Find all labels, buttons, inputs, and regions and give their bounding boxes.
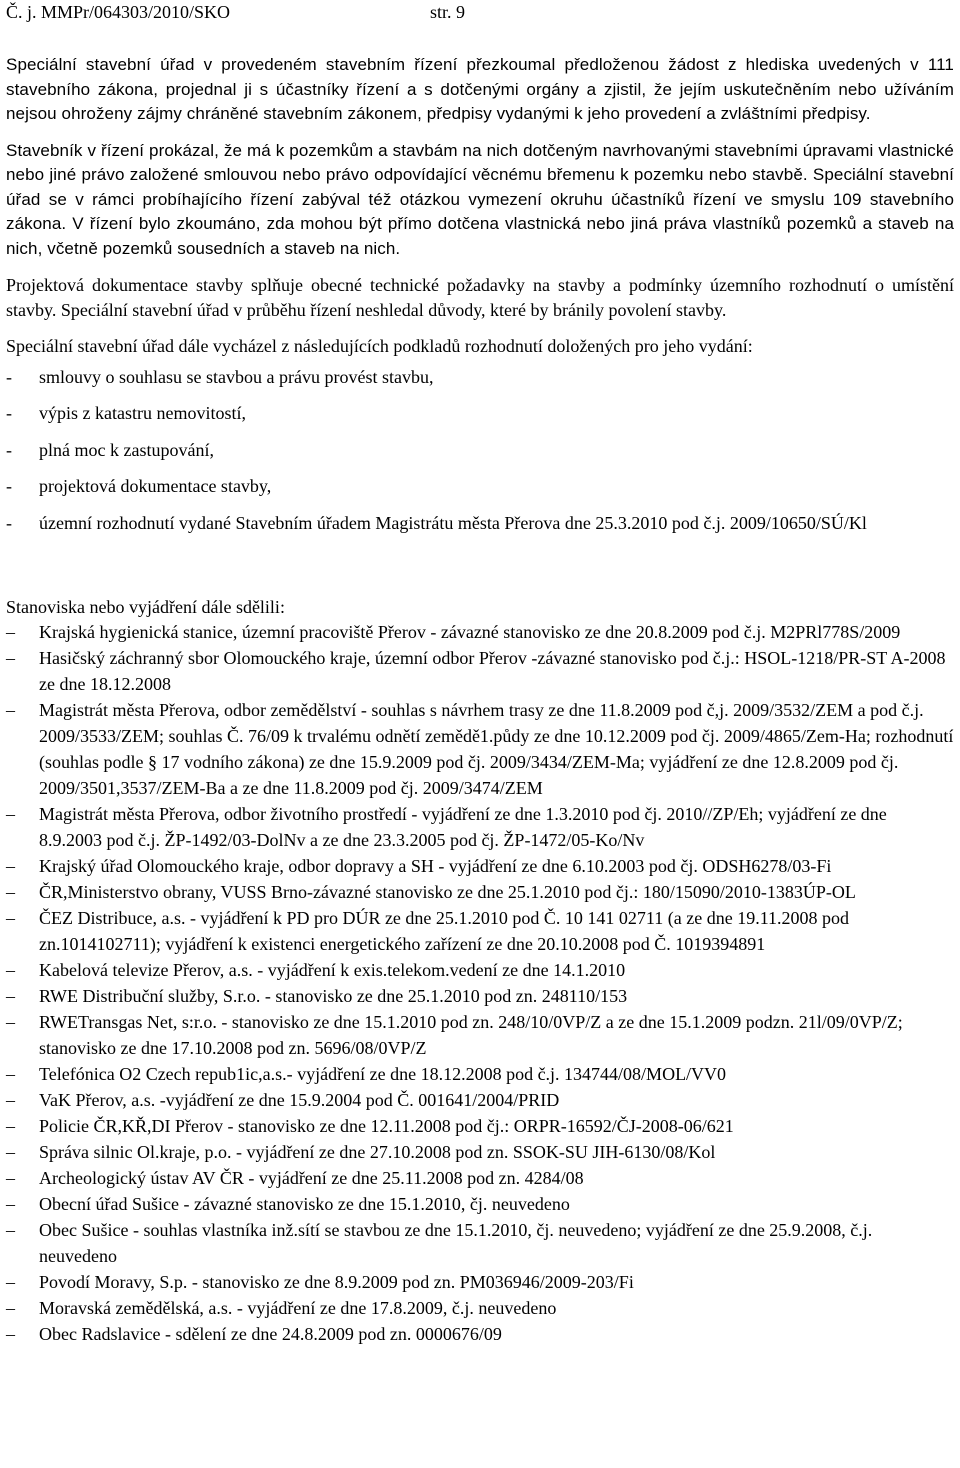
list-item bbox=[6, 645, 954, 697]
list-item-text: Obec Radslavice - sdělení ze dne 24.8.2009 pod zn. 0000676/09 bbox=[39, 1324, 502, 1344]
list-item bbox=[6, 957, 954, 983]
list-item bbox=[6, 1295, 954, 1321]
list-item bbox=[6, 1191, 954, 1217]
list-item bbox=[6, 401, 954, 426]
list-marker: – bbox=[6, 960, 15, 980]
list-item-text: Kabelová televize Přerov, a.s. - vyjádření k exis.telekom.vedení ze dne 14.1.2010 bbox=[39, 960, 626, 980]
list-item-text: RWE Distribuční služby, S.r.o. - stanovisko ze dne 25.1.2010 pod zn. 248110/153 bbox=[39, 986, 628, 1006]
list-item-text: Moravská zemědělská, a.s. - vyjádření ze dne 17.8.2009, č.j. neuvedeno bbox=[39, 1298, 557, 1318]
list-marker: – bbox=[6, 1194, 15, 1214]
list-marker: - bbox=[6, 476, 12, 496]
paragraph-review: Speciální stavební úřad v provedeném stavebním řízení přezkoumal předloženou žádost z hlediska uvedených v 111 stavebního zákona, projednal ji s účastníky řízení a s dotčenými orgány a zjistil, že jejím uskutečněním nebo užíváním nejsou ohroženy zájmy chráněné stavebním zákonem, předpisy vydanými k jeho provedení a zvláštními předpisy. bbox=[6, 55, 954, 123]
list-marker: - bbox=[6, 366, 12, 387]
list-item bbox=[6, 1061, 954, 1087]
list-item bbox=[6, 511, 954, 536]
list-item bbox=[6, 1321, 954, 1347]
list-marker: – bbox=[6, 1168, 15, 1188]
list-marker: – bbox=[6, 1220, 15, 1240]
list-marker: – bbox=[6, 1324, 15, 1344]
list-item bbox=[6, 438, 954, 463]
list-item-text: Magistrát města Přerova, odbor zemědělství - souhlas s návrhem trasy ze dne 11.8.2009 pod č,j. 2009/3532/ZEM a pod č.j. 2009/3533/ZEM; souhlas Č. 76/09 k trvalému odnětí zemědě1.půdy ze dne 10.12.2009 pod čj. 2009/4865/Zem-Ha; rozhodnutí (souhlas podle § 17 vodního zákona) ze dne 15.9.2009 pod čj. 2009/3434/ZEM-Ma; vyjádření ze dne 12.8.2009 pod čj. 2009/3501,3537/ZEM-Ba a ze dne 11.8.2009 pod čj. 2009/3474/ZEM bbox=[39, 700, 954, 798]
paragraph-ownership: Stavebník v řízení prokázal, že má k pozemkům a stavbám na nich dotčeným navrhovanými stavebními úpravami vlastnické nebo jiné právo založené smlouvou nebo právo odpovídající věcnému břemenu k pozemku nebo stavbě. Speciální stavební úřad se v rámci probíhajícího řízení zabýval též otázkou vymezení okruhu účastníků řízení ve smyslu 109 stavebního zákona. V řízení bylo zkoumáno, zda mohou být přímo dotčena vlastnická nebo jiná práva vlastníků pozemků a staveb na nich, včetně pozemků sousedních a staveb na nich. bbox=[6, 140, 954, 258]
list-marker: – bbox=[6, 700, 15, 720]
list-item-text: Telefónica O2 Czech repub1ic,a.s.- vyjádření ze dne 18.12.2008 pod č.j. 134744/08/MOL/VV0 bbox=[39, 1064, 727, 1084]
list-item-text: Krajský úřad Olomouckého kraje, odbor dopravy a SH - vyjádření ze dne 6.10.2003 pod čj. ODSH6278/03-Fi bbox=[39, 856, 832, 876]
list-item bbox=[6, 1217, 954, 1269]
list-marker: – bbox=[6, 908, 15, 928]
list-item bbox=[6, 474, 954, 499]
list-item bbox=[6, 983, 954, 1009]
list-item-text: Obec Sušice - souhlas vlastníka inž.sítí se stavbou ze dne 15.1.2010, čj. neuvedeno; vyjádření ze dne 25.9.2008, č.j. neuvedeno bbox=[39, 1220, 873, 1266]
list-item-text: RWETransgas Net, s:r.o. - stanovisko ze dne 15.1.2010 pod zn. 248/10/0VP/Z a ze dne 15.1.2009 podzn. 21l/09/0VP/Z; stanovisko ze dne 17.10.2008 pod zn. 5696/08/0VP/Z bbox=[39, 1012, 903, 1058]
list-marker: – bbox=[6, 856, 15, 876]
list-item-text: územní rozhodnutí vydané Stavebním úřadem Magistrátu města Přerova dne 25.3.2010 pod č.j. 2009/10650/SÚ/Kl bbox=[39, 512, 867, 533]
list-item bbox=[6, 365, 954, 390]
list-item bbox=[6, 1113, 954, 1139]
list-item-text: Krajská hygienická stanice, územní pracoviště Přerov - závazné stanovisko ze dne 20.8.2009 pod č.j. M2PRl778S/2009 bbox=[39, 622, 901, 642]
list-marker: – bbox=[6, 1090, 15, 1110]
list-marker: – bbox=[6, 1116, 15, 1136]
list-item bbox=[6, 1165, 954, 1191]
list-item-text: Magistrát města Přerova, odbor životního prostředí - vyjádření ze dne 1.3.2010 pod čj. 2010//ZP/Eh; vyjádření ze dne 8.9.2003 pod č.j. ŽP-1492/03-DolNv a ze dne 23.3.2005 pod čj. ŽP-1472/05-Ko/Nv bbox=[39, 804, 887, 850]
list-item-text: projektová dokumentace stavby, bbox=[39, 476, 272, 496]
list-item bbox=[6, 905, 954, 957]
page-number: str. 9 bbox=[430, 2, 466, 22]
list-marker: - bbox=[6, 439, 12, 460]
opinions-intro: Stanoviska nebo vyjádření dále sdělili: bbox=[6, 597, 285, 617]
list-marker: - bbox=[6, 403, 12, 423]
list-item bbox=[6, 801, 954, 853]
list-marker: – bbox=[6, 648, 15, 668]
list-item bbox=[6, 697, 954, 801]
reference-number: Č. j. MMPr/064303/2010/SKO bbox=[6, 2, 231, 22]
list-item-text: plná moc k zastupování, bbox=[39, 439, 214, 460]
list-marker: – bbox=[6, 1012, 15, 1032]
list-item-text: Správa silnic Ol.kraje, p.o. - vyjádření ze dne 27.10.2008 pod zn. SSOK-SU JIH-6130/08/Kol bbox=[39, 1142, 716, 1162]
list-item-text: VaK Přerov, a.s. -vyjádření ze dne 15.9.2004 pod Č. 001641/2004/PRID bbox=[39, 1090, 560, 1110]
list-item-text: smlouvy o souhlasu se stavbou a právu provést stavbu, bbox=[39, 366, 434, 387]
list-item bbox=[6, 853, 954, 879]
list-item bbox=[6, 1139, 954, 1165]
list-marker: – bbox=[6, 1064, 15, 1084]
list-item-text: ČR,Ministerstvo obrany, VUSS Brno-závazné stanovisko ze dne 25.1.2010 pod čj.: 180/15090/2010-1383ÚP-OL bbox=[39, 882, 856, 902]
list-item bbox=[6, 1269, 954, 1295]
spacer bbox=[6, 535, 954, 595]
list-marker: - bbox=[6, 512, 12, 533]
list-item-text: Archeologický ústav AV ČR - vyjádření ze dne 25.11.2008 pod zn. 4284/08 bbox=[39, 1168, 584, 1188]
list-item-text: Hasičský záchranný sbor Olomouckého kraje, územní odbor Přerov -závazné stanovisko pod č.j.: HSOL-1218/PR-ST A-2008 ze dne 18.12.2008 bbox=[39, 648, 946, 694]
list-item bbox=[6, 1087, 954, 1113]
list-marker: – bbox=[6, 986, 15, 1006]
list-item-text: Obecní úřad Sušice - závazné stanovisko ze dne 15.1.2010, čj. neuvedeno bbox=[39, 1194, 570, 1214]
list-marker: – bbox=[6, 1272, 15, 1292]
list-item-text: Policie ČR,KŘ,DI Přerov - stanovisko ze dne 12.11.2008 pod čj.: ORPR-16592/ČJ-2008-06/621 bbox=[39, 1116, 734, 1136]
paragraph-basis-intro: Speciální stavební úřad dále vycházel z následujících podkladů rozhodnutí doložených pro jeho vydání: bbox=[6, 336, 753, 356]
list-marker: – bbox=[6, 1142, 15, 1162]
list-item bbox=[6, 1009, 954, 1061]
basis-list bbox=[6, 365, 954, 536]
list-marker: – bbox=[6, 1298, 15, 1318]
opinions-list bbox=[6, 619, 954, 1347]
list-item-text: Povodí Moravy, S.p. - stanovisko ze dne 8.9.2009 pod zn. PM036946/2009-203/Fi bbox=[39, 1272, 634, 1292]
list-item bbox=[6, 879, 954, 905]
list-item-text: výpis z katastru nemovitostí, bbox=[39, 403, 246, 423]
list-marker: – bbox=[6, 804, 15, 824]
paragraph-documentation: Projektová dokumentace stavby splňuje obecné technické požadavky na stavby a podmínky územního rozhodnutí o umístění stavby. Speciální stavební úřad v průběhu řízení neshledal důvody, které by bránily povolení stavby. bbox=[6, 275, 954, 320]
list-marker: – bbox=[6, 882, 15, 902]
list-item-text: ČEZ Distribuce, a.s. - vyjádření k PD pro DÚR ze dne 25.1.2010 pod Č. 10 141 02711 (a ze dne 19.11.2008 pod zn.1014102711); vyjádření k existenci energetického zařízení ze dne 20.10.2008 pod Č. 1019394891 bbox=[39, 908, 850, 954]
list-item bbox=[6, 619, 954, 645]
list-marker: – bbox=[6, 622, 15, 642]
page-header bbox=[6, 0, 954, 28]
